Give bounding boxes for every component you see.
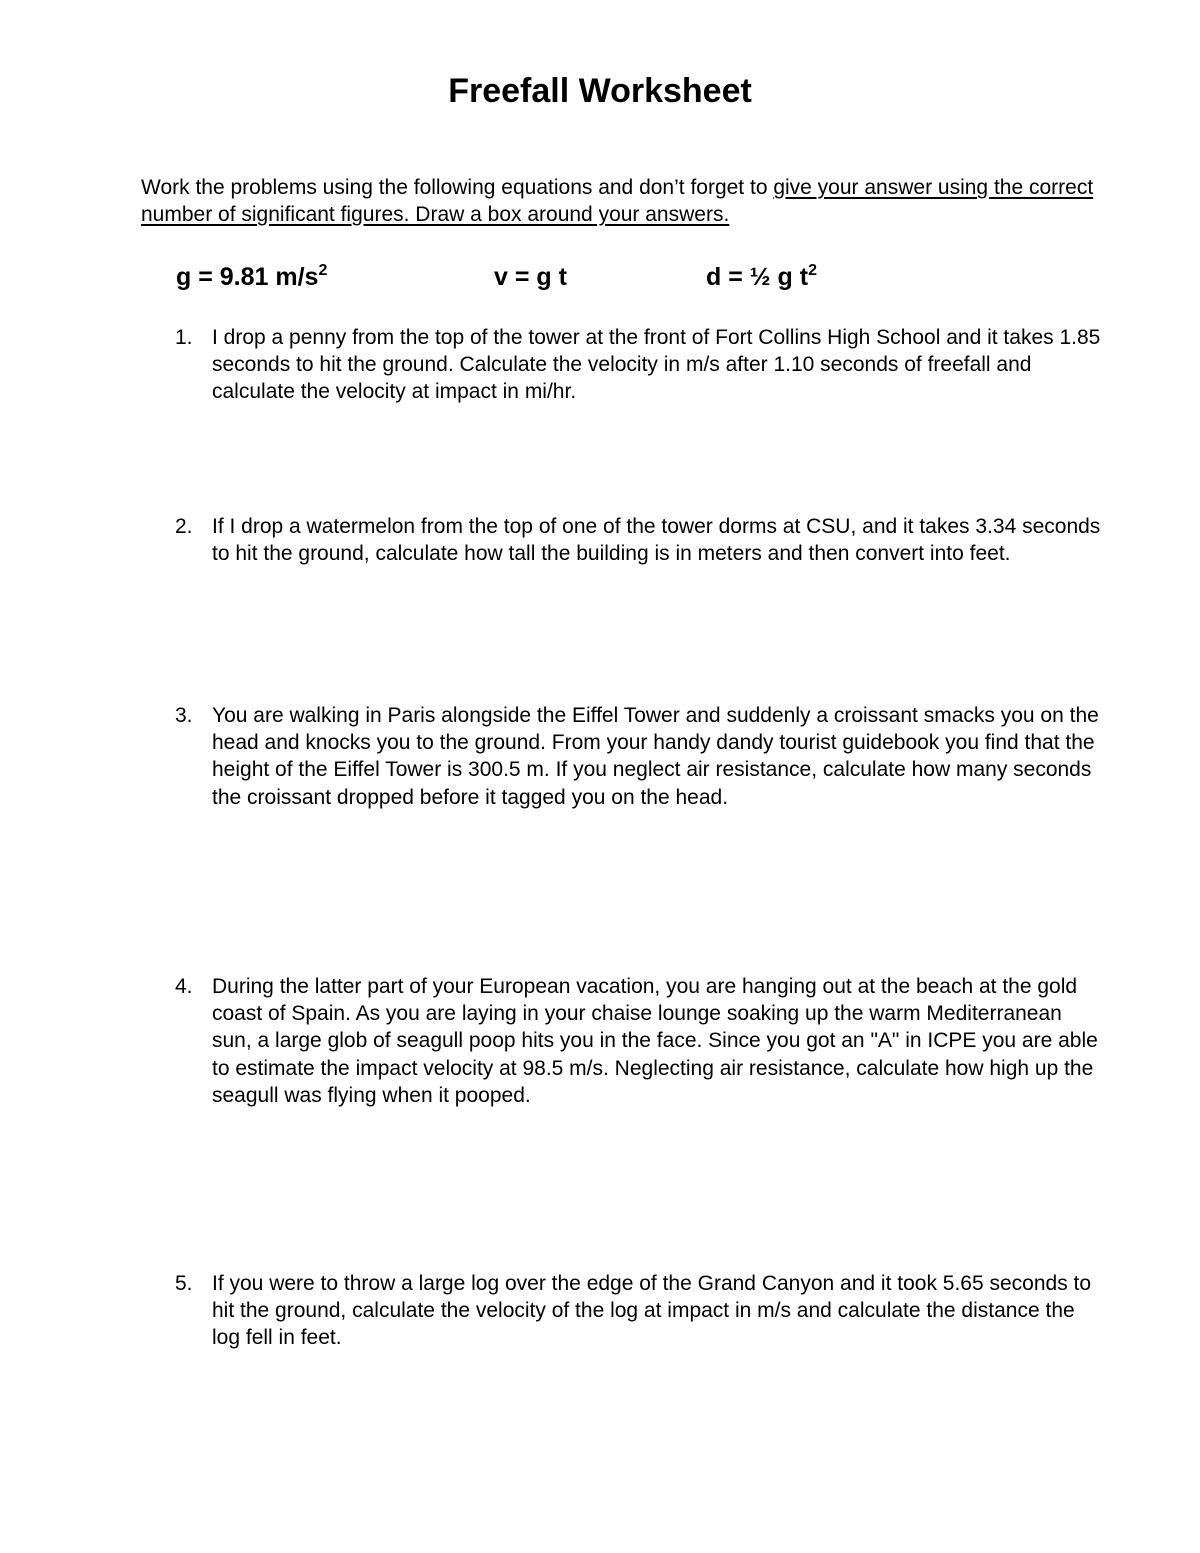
equation-velocity-text: v = g t <box>494 263 567 291</box>
problem-number: 2. <box>175 515 193 538</box>
instructions-underlined-text: give your answer using the correct number of significant figures. Draw a box around your answers. <box>141 176 1094 226</box>
problem-4 <box>141 973 1101 1109</box>
problem-text: You are walking in Paris alongside the Eiffel Tower and suddenly a croissant smacks you on the head and knocks you to the ground. From your handy dandy tourist guidebook you find that the height of the Eiffel Tower is 300.5 m. If you neglect air resistance, calculate how many seconds the croissant dropped before it tagged you on the head. <box>212 704 1099 809</box>
problem-number: 3. <box>175 704 193 727</box>
equation-distance-exponent: 2 <box>808 262 818 279</box>
problem-number: 1. <box>175 326 193 349</box>
equation-velocity <box>494 260 567 294</box>
equation-gravity-exponent: 2 <box>318 262 328 279</box>
equation-distance <box>706 260 817 294</box>
page-title: Freefall Worksheet <box>448 72 752 110</box>
problem-text: I drop a penny from the top of the tower at the front of Fort Collins High School and it takes 1.85 seconds to hit the ground. Calculate the velocity in m/s after 1.10 seconds of freefall and calculate the velocity at impact in mi/hr. <box>212 326 1101 404</box>
instructions-text: Work the problems using the following equations and don’t forget to <box>141 176 774 199</box>
problem-3 <box>141 702 1101 811</box>
problem-number: 5. <box>175 1272 193 1295</box>
equation-distance-text: d = ½ g t <box>706 263 809 291</box>
equation-gravity-text: g = 9.81 m/s <box>176 263 319 291</box>
problem-5 <box>141 1270 1101 1352</box>
problem-text: If I drop a watermelon from the top of one of the tower dorms at CSU, and it takes 3.34 seconds to hit the ground, calculate how tall the building is in meters and then convert into feet. <box>212 515 1101 566</box>
problem-1 <box>141 324 1101 406</box>
problem-text: If you were to throw a large log over the edge of the Grand Canyon and it took 5.65 seconds to hit the ground, calculate the velocity of the log at impact in m/s and calculate the distance the log fell in feet. <box>212 1272 1092 1350</box>
problem-2 <box>141 513 1101 567</box>
instructions <box>141 174 1101 228</box>
problem-text: During the latter part of your European vacation, you are hanging out at the beach at the gold coast of Spain. As you are laying in your chaise lounge soaking up the warm Mediterranean sun, a large glob of seagull poop hits you in the face. Since you got an "A" in ICPE you are able to estimate the impact velocity at 98.5 m/s. Neglecting air resistance, calculate how high up the seagull was flying when it pooped. <box>212 975 1098 1107</box>
problem-number: 4. <box>175 975 193 998</box>
equation-gravity <box>176 260 327 294</box>
